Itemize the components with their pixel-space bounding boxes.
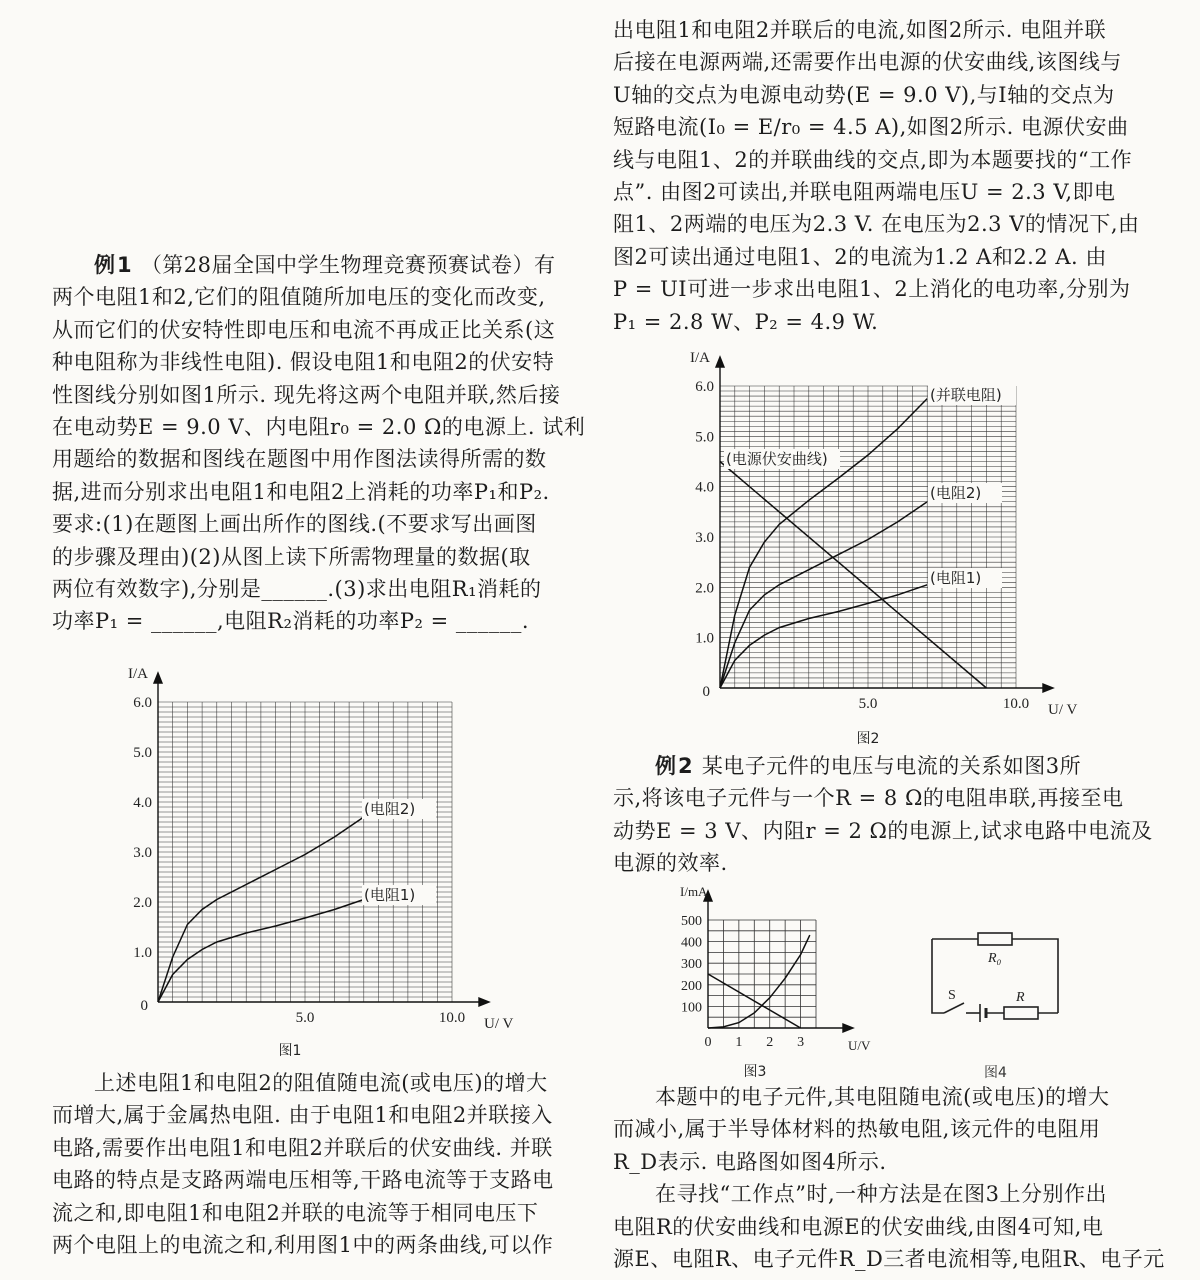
text-line: U轴的交点为电源电动势(E = 9.0 V),与I轴的交点为: [613, 82, 1115, 107]
y-axis-label: I/mA: [680, 884, 708, 899]
origin-label: 0: [140, 998, 148, 1014]
text-line: 本题中的电子元件,其电阻随电流(或电压)的增大: [655, 1085, 1110, 1109]
r-label: R: [1016, 990, 1025, 1005]
text-line: 图2可读出通过电阻1、2的电流为1.2 A和2.2 A. 由: [613, 244, 1107, 269]
text-line: 某电子元件的电压与电流的关系如图3所: [701, 754, 1082, 778]
switch-s-symbol: [944, 1003, 964, 1013]
x-tick-label: 5.0: [858, 696, 878, 712]
text-line: 两个电阻1和2,它们的阻值随所加电压的变化而改变,: [52, 285, 546, 310]
x-tick-label: 0: [704, 1035, 712, 1050]
y-tick-label: 300: [681, 957, 702, 973]
text-line: 的步骤及理由)(2)从图上读下所需物理量的数据(取: [52, 544, 531, 569]
text-line: 阻1、2两端的电压为2.3 V. 在电压为2.3 V的情况下,由: [613, 212, 1140, 237]
text-line: 从而它们的伏安特性即电压和电流不再成正比关系(这: [52, 317, 556, 342]
text-line: 流之和,即电阻1和电阻2并联的电流等于相同电压下: [52, 1200, 539, 1225]
y-tick-label: 4.0: [133, 795, 152, 811]
x-axis-label: U/ V: [484, 1016, 514, 1032]
resistor-r-symbol: [1004, 1007, 1038, 1019]
x-axis-arrow: [479, 998, 489, 1006]
series-label: (电阻2): [930, 484, 982, 502]
y-tick-label: 100: [681, 1000, 702, 1016]
y-tick-label: 3.0: [133, 845, 152, 861]
text-line: 种电阻称为非线性电阻). 假设电阻1和电阻2的伏安特: [52, 350, 555, 375]
r0-label: R₀: [988, 951, 1002, 966]
y-tick-label: 3.0: [695, 530, 714, 546]
figure-4-caption: 图4: [984, 1065, 1007, 1081]
text-line: 后接在电源两端,还需要作出电源的伏安曲线,该图线与: [613, 50, 1122, 75]
text-line: 源E、电阻R、电子元件R_D三者电流相等,电阻R、电子元: [613, 1247, 1165, 1272]
text-line: 点”. 由图2可读出,并联电阻两端电压U = 2.3 V,即电: [613, 180, 1116, 205]
x-tick-label: 10.0: [438, 1010, 466, 1026]
circuit-wire: [932, 939, 944, 1013]
y-tick-label: 500: [681, 914, 702, 929]
text-line: 动势E = 3 V、内阻r = 2 Ω的电源上,试求电路中电流及: [613, 818, 1153, 843]
y-tick-label: 6.0: [133, 695, 152, 711]
y-tick-label: 200: [681, 978, 702, 994]
text-line: 电源的效率.: [613, 851, 728, 876]
y-tick-label: 6.0: [695, 379, 714, 395]
text-line: 而减小,属于半导体材料的热敏电阻,该元件的电阻用: [613, 1117, 1101, 1142]
x-axis-label: U/ V: [1048, 702, 1078, 718]
text-line: 而增大,属于金属热电阻. 由于电阻1和电阻2并联接入: [52, 1103, 553, 1128]
text-line: 上述电阻1和电阻2的阻值随电流(或电压)的增大: [94, 1071, 548, 1095]
text-line: P₁ = 2.8 W、P₂ = 4.9 W.: [613, 309, 879, 334]
text-line: 据,进而分别求出电阻1和电阻2上消耗的功率P₁和P₂.: [52, 479, 550, 504]
figure-caption: 图3: [743, 1064, 767, 1080]
x-tick-label: 1: [735, 1035, 743, 1050]
series-label: (电阻1): [364, 886, 416, 904]
y-tick-label: 5.0: [133, 745, 152, 761]
figure-4-circuit: [920, 925, 1080, 1085]
chart-axes: [704, 891, 853, 1032]
text-line: 电阻R的伏安曲线和电源E的伏安曲线,由图4可知,电: [613, 1214, 1104, 1239]
y-tick-label: 5.0: [695, 429, 714, 446]
figure-3-chart: [660, 884, 900, 1083]
text-line: 在寻找“工作点”时,一种方法是在图3上分别作出: [655, 1182, 1108, 1207]
text-line: 电路,需要作出电阻1和电阻2并联后的伏安曲线. 并联: [52, 1135, 553, 1160]
x-tick-label: 3: [797, 1035, 805, 1050]
origin-label: 0: [702, 684, 710, 700]
figure-caption: 图1: [278, 1043, 302, 1059]
text-line: 用题给的数据和图线在题图中用作图法读得所需的数: [52, 447, 547, 472]
chart-grid: [158, 702, 452, 1002]
text-line: 性图线分别如图1所示. 现先将这两个电阻并联,然后接: [52, 382, 561, 407]
figure-2-chart: [680, 348, 1100, 748]
text-line: 在电动势E = 9.0 V、内电阻r₀ = 2.0 Ω的电源上. 试利: [52, 415, 586, 440]
y-tick-label: 2.0: [695, 580, 714, 597]
text-line: 短路电流(I₀ = E/r₀ = 4.5 A),如图2所示. 电源伏安曲: [613, 115, 1129, 140]
y-axis-arrow: [716, 357, 724, 367]
resistor-r0-symbol: [978, 933, 1012, 945]
explanation-paragraph: [52, 1067, 572, 1261]
text-line: 两位有效数字),分别是______.(3)求出电阻R₁消耗的: [52, 577, 542, 602]
chart-axes: [716, 357, 1053, 692]
figure-caption: 图2: [856, 731, 880, 747]
example2-label: 例2: [655, 754, 695, 778]
text-line: 线与电阻1、2的并联曲线的交点,即为本题要找的“工作: [613, 147, 1133, 172]
chart-axes: [154, 673, 489, 1006]
x-axis-label: U/V: [848, 1038, 871, 1053]
example2-paragraph: [613, 750, 1153, 880]
x-tick-label: 10.0: [1002, 696, 1030, 712]
working-point-paragraph: [613, 1081, 1165, 1275]
switch-label: S: [948, 988, 956, 1003]
text-line: 要求:(1)在题图上画出所作的图线.(不要求写出画图: [52, 512, 537, 537]
y-axis-label: I/A: [128, 666, 148, 682]
x-axis-arrow: [843, 1024, 853, 1032]
y-axis-label: I/A: [690, 350, 710, 366]
y-tick-label: 2.0: [133, 895, 152, 911]
x-axis-arrow: [1043, 684, 1053, 692]
continued-explanation-paragraph: [613, 14, 1138, 338]
series-label: (电阻2): [364, 800, 416, 818]
y-tick-label: 400: [681, 935, 702, 951]
series-label: (并联电阻): [930, 386, 1002, 404]
series-label: (电阻1): [930, 569, 982, 587]
text-line: P = UI可进一步求出电阻1、2上消化的电功率,分别为: [613, 277, 1131, 302]
text-line: （第28届全国中学生物理竞赛预赛试卷）有: [140, 253, 556, 277]
text-line: 功率P₁ = ______,电阻R₂消耗的功率P₂ = ______.: [52, 609, 530, 634]
text-line: R_D表示. 电路图如图4所示.: [613, 1149, 887, 1174]
x-tick-label: 2: [766, 1035, 774, 1050]
example1-label: 例1: [94, 253, 134, 277]
figure-1-chart: [110, 666, 514, 1067]
y-tick-label: 4.0: [695, 479, 714, 496]
chart-grid: [720, 386, 1016, 688]
text-line: 电路的特点是支路两端电压相等,干路电流等于支路电: [52, 1168, 554, 1193]
example1-paragraph: [52, 249, 586, 638]
text-line: 示,将该电子元件与一个R = 8 Ω的电阻串联,再接至电: [613, 786, 1124, 811]
text-line: 出电阻1和电阻2并联后的电流,如图2所示. 电阻并联: [613, 18, 1107, 42]
series-label: (电源伏安曲线): [726, 450, 828, 468]
y-tick-label: 1.0: [695, 630, 714, 647]
y-axis-arrow: [154, 673, 162, 683]
y-tick-label: 1.0: [133, 945, 152, 961]
x-tick-label: 5.0: [295, 1010, 315, 1026]
text-line: 两个电阻上的电流之和,利用图1中的两条曲线,可以作: [52, 1233, 554, 1258]
chart-grid: [708, 920, 816, 1028]
